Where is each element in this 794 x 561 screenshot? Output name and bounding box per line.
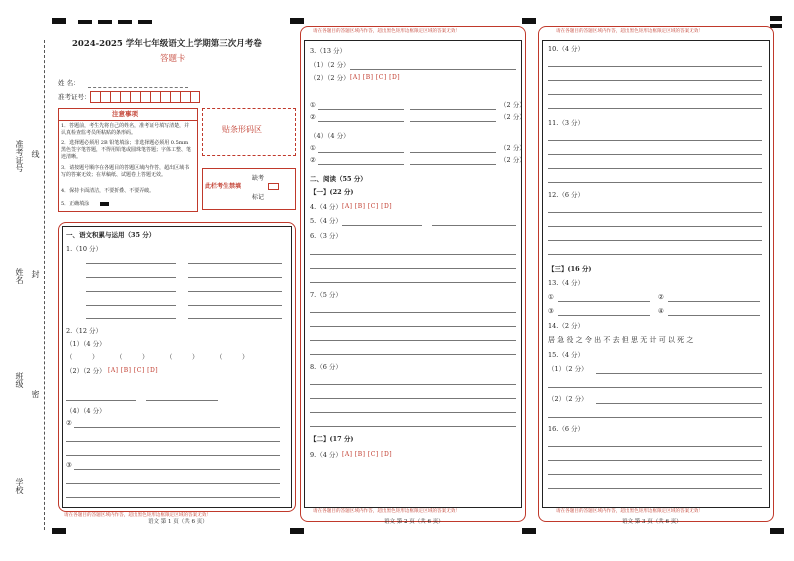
q1-line[interactable]: [86, 277, 176, 278]
binding-line: [44, 40, 45, 530]
q3-4-circle-1: ①: [310, 144, 316, 152]
q3-3-circle-1: ①: [310, 101, 316, 109]
q7-line[interactable]: [310, 326, 516, 327]
q9-label: 9.（4 分）: [310, 451, 342, 459]
q8-label: 8.（6 分）: [310, 363, 342, 371]
q9-choices[interactable]: [A] [B] [C] [D]: [342, 451, 393, 458]
q12-line[interactable]: [548, 226, 762, 227]
absent-mark-text: 缺考: [252, 175, 265, 182]
q12-line[interactable]: [548, 212, 762, 213]
q2-4-line[interactable]: [66, 483, 280, 484]
reading-part-1: 【一】(22 分): [310, 188, 354, 196]
side-label-exam-no: 准考证号: [15, 140, 24, 172]
notice-item: 3．请按题号顺序在各题目的答题区域内作答，超出区域书写的答案无效；在草稿纸、试题卷上答题无效。: [61, 165, 190, 178]
q4-label: 4.（4 分）: [310, 203, 342, 211]
q2-4-circle-3: ③: [66, 461, 72, 469]
absent-mark-text: 标记: [252, 194, 265, 201]
q7-line[interactable]: [310, 354, 516, 355]
q3-label: 3.（13 分）: [310, 47, 347, 55]
q1-label: 1.（10 分）: [66, 245, 103, 253]
q4-choices[interactable]: [A] [B] [C] [D]: [342, 203, 393, 210]
q2-3-line[interactable]: [146, 400, 218, 401]
side-label-school: 学校: [15, 478, 24, 494]
q11-line[interactable]: [548, 140, 762, 141]
side-label-secret: 密: [31, 390, 40, 398]
q8-line[interactable]: [310, 412, 516, 413]
q3-1-line[interactable]: [350, 69, 516, 70]
q16-line[interactable]: [548, 460, 762, 461]
q1-line[interactable]: [188, 277, 282, 278]
q3-4-points: （2 分）: [500, 144, 526, 152]
q5-line[interactable]: [432, 225, 516, 226]
q2-3-line[interactable]: [66, 400, 136, 401]
registration-mark: [52, 528, 66, 534]
q3-3-line[interactable]: [410, 121, 496, 122]
q11-line[interactable]: [548, 182, 762, 183]
q16-label: 16.（6 分）: [548, 425, 585, 433]
q3-4-line[interactable]: [318, 164, 404, 165]
q2-4-line[interactable]: [74, 469, 280, 470]
side-label-line: 线: [31, 150, 40, 158]
q15-2-label: （2）（2 分）: [548, 395, 588, 403]
q2-4-line[interactable]: [74, 427, 280, 428]
q1-line[interactable]: [188, 263, 282, 264]
registration-mark: [52, 18, 66, 24]
q3-4-line[interactable]: [318, 152, 404, 153]
registration-mark: [522, 528, 536, 534]
q2-4-line[interactable]: [66, 441, 280, 442]
q12-line[interactable]: [548, 254, 762, 255]
notice-item: 1．答题前，考生先将自己的姓名，准考证号填写清楚，并认真检查监考员所粘贴的条形码。: [61, 123, 190, 136]
warning-text: 请在各题目的答题区域内作答，超出黑色矩形边框限定区域的答案无效！: [556, 29, 704, 34]
name-field[interactable]: [88, 87, 188, 88]
registration-mark: [770, 16, 782, 21]
page-footer: 语文 第 2 页（共 6 页）: [384, 519, 444, 525]
q6-label: 6.（3 分）: [310, 232, 342, 240]
q3-4-label: （4）（4 分）: [310, 132, 350, 140]
notice-item: 2．选择题必须用 2B 铅笔填涂；非选择题必须用 0.5mm 黑色签字笔答题，不得用铅笔或圆珠笔答题；字体工整、笔迹清晰。: [61, 140, 192, 160]
section-1-title: 一、语文积累与运用（35 分）: [66, 231, 156, 239]
q5-line[interactable]: [342, 225, 422, 226]
warning-text: 请在各题目的答题区域内作答，超出黑色矩形边框限定区域的答案无效！: [556, 509, 704, 514]
q7-label: 7.（5 分）: [310, 291, 342, 299]
q13-circle-3: ③: [548, 307, 554, 315]
q3-1-label: （1）（2 分）: [310, 61, 350, 69]
q14-label: 14.（2 分）: [548, 322, 585, 330]
q15-line[interactable]: [596, 373, 762, 374]
q3-4-circle-2: ②: [310, 156, 316, 164]
q2-1-blank[interactable]: （ ）: [216, 353, 249, 361]
q12-line[interactable]: [548, 240, 762, 241]
q15-1-label: （1）（2 分）: [548, 365, 588, 373]
notice-divider: [58, 120, 197, 121]
registration-mark: [98, 20, 112, 24]
q6-line[interactable]: [310, 268, 516, 269]
q2-label: 2.（12 分）: [66, 327, 103, 335]
q8-line[interactable]: [310, 426, 516, 427]
q2-1-blank[interactable]: （ ）: [116, 353, 149, 361]
q2-4-line[interactable]: [66, 497, 280, 498]
registration-mark: [118, 20, 132, 24]
q16-line[interactable]: [548, 474, 762, 475]
q10-line[interactable]: [548, 66, 762, 67]
q1-line[interactable]: [188, 305, 282, 306]
q13-circle-4: ④: [658, 307, 664, 315]
q3-4-points: （2 分）: [500, 156, 526, 164]
q15-line[interactable]: [548, 387, 762, 388]
registration-mark: [522, 18, 536, 24]
q7-line[interactable]: [310, 340, 516, 341]
name-label: 姓 名：: [58, 79, 80, 87]
exam-title: 2024-2025 学年七年级语文上学期第三次月考卷: [72, 39, 262, 49]
q14-sentence[interactable]: 居 急 役 之 令 出 不 去 但 思 无 计 可 以 死 之: [548, 336, 694, 344]
q10-line[interactable]: [548, 94, 762, 95]
q1-line[interactable]: [86, 318, 176, 319]
q13-circle-1: ①: [548, 293, 554, 301]
side-label-seal: 封: [31, 270, 40, 278]
q10-line[interactable]: [548, 108, 762, 109]
q15-line[interactable]: [548, 417, 762, 418]
warning-text: 请在各题目的答题区域内作答，超出黑色矩形边框限定区域的答案无效！: [313, 509, 461, 514]
reading-section-title: 二、阅读（55 分）: [310, 175, 367, 183]
side-label-class: 班级: [15, 372, 24, 388]
q13-line[interactable]: [668, 301, 760, 302]
registration-mark: [138, 20, 152, 24]
q1-line[interactable]: [188, 291, 282, 292]
exam-no-label: 准考证号：: [58, 93, 91, 101]
q3-4-line[interactable]: [410, 152, 496, 153]
q3-3-points: （2 分）: [500, 113, 526, 121]
notice-item: 4．保持卡面清洁，不要折叠、不要弄破。: [61, 188, 155, 194]
q2-4-label: （4）（4 分）: [66, 407, 106, 415]
page-footer: 语文 第 3 页（共 6 页）: [622, 519, 682, 525]
registration-mark: [290, 528, 304, 534]
fill-sample-icon: [100, 202, 109, 206]
q13-circle-2: ②: [658, 293, 664, 301]
q1-line[interactable]: [86, 291, 176, 292]
q3-3-circle-2: ②: [310, 113, 316, 121]
q13-line[interactable]: [558, 301, 650, 302]
warning-text: 请在各题目的答题区域内作答，超出黑色矩形边框限定区域的答案无效！: [64, 513, 212, 518]
q3-3-line[interactable]: [318, 109, 404, 110]
q11-line[interactable]: [548, 154, 762, 155]
q3-3-line[interactable]: [410, 109, 496, 110]
q10-line[interactable]: [548, 80, 762, 81]
exam-no-boxes[interactable]: [90, 91, 200, 103]
answer-card-title: 答题卡: [160, 54, 186, 64]
registration-mark: [290, 18, 304, 24]
q1-line[interactable]: [188, 318, 282, 319]
q2-4-line[interactable]: [66, 455, 280, 456]
notice-item: 5．正确填涂: [61, 201, 90, 207]
q12-label: 12.（6 分）: [548, 191, 585, 199]
q7-line[interactable]: [310, 312, 516, 313]
q13-line[interactable]: [558, 315, 650, 316]
registration-mark: [770, 24, 782, 28]
q3-3-points: （2 分）: [500, 101, 526, 109]
registration-mark: [78, 20, 92, 24]
q16-line[interactable]: [548, 446, 762, 447]
q15-label: 15.（4 分）: [548, 351, 585, 359]
reading-part-2: 【二】(17 分): [310, 435, 354, 443]
absent-checkbox[interactable]: [268, 183, 279, 190]
q2-4-circle-2: ②: [66, 419, 72, 427]
q2-2-label: （2）（2 分）: [66, 367, 106, 375]
q11-line[interactable]: [548, 168, 762, 169]
q2-2-choices[interactable]: [A] [B] [C] [D]: [108, 367, 159, 374]
q13-label: 13.（4 分）: [548, 279, 585, 287]
q13-line[interactable]: [668, 315, 760, 316]
q15-line[interactable]: [596, 403, 762, 404]
q6-line[interactable]: [310, 282, 516, 283]
q8-line[interactable]: [310, 398, 516, 399]
q6-line[interactable]: [310, 254, 516, 255]
page-3-inner: [542, 40, 770, 508]
barcode-area-label: 贴条形码区: [222, 125, 262, 134]
q2-1-blank[interactable]: （ ）: [66, 353, 99, 361]
q1-line[interactable]: [86, 305, 176, 306]
q3-2-label: （2）（2 分）: [310, 74, 350, 82]
q11-label: 11.（3 分）: [548, 119, 585, 127]
reading-part-3: 【三】(16 分): [548, 265, 592, 273]
warning-text: 请在各题目的答题区域内作答，超出黑色矩形边框限定区域的答案无效！: [313, 29, 461, 34]
q2-1-blank[interactable]: （ ）: [166, 353, 199, 361]
notice-title: 注意事项: [112, 110, 138, 118]
q1-line[interactable]: [86, 263, 176, 264]
q8-line[interactable]: [310, 384, 516, 385]
q3-2-choices[interactable]: [A] [B] [C] [D]: [350, 74, 401, 81]
page-footer: 语文 第 1 页（共 6 页）: [148, 519, 208, 525]
absent-label: 此栏考生禁填: [205, 183, 242, 190]
q3-3-line[interactable]: [318, 121, 404, 122]
registration-mark: [770, 528, 784, 534]
q3-4-line[interactable]: [410, 164, 496, 165]
q2-1-label: （1）（4 分）: [66, 340, 106, 348]
q16-line[interactable]: [548, 488, 762, 489]
q5-label: 5.（4 分）: [310, 217, 342, 225]
q10-label: 10.（4 分）: [548, 45, 585, 53]
side-label-name: 姓名: [15, 268, 24, 284]
